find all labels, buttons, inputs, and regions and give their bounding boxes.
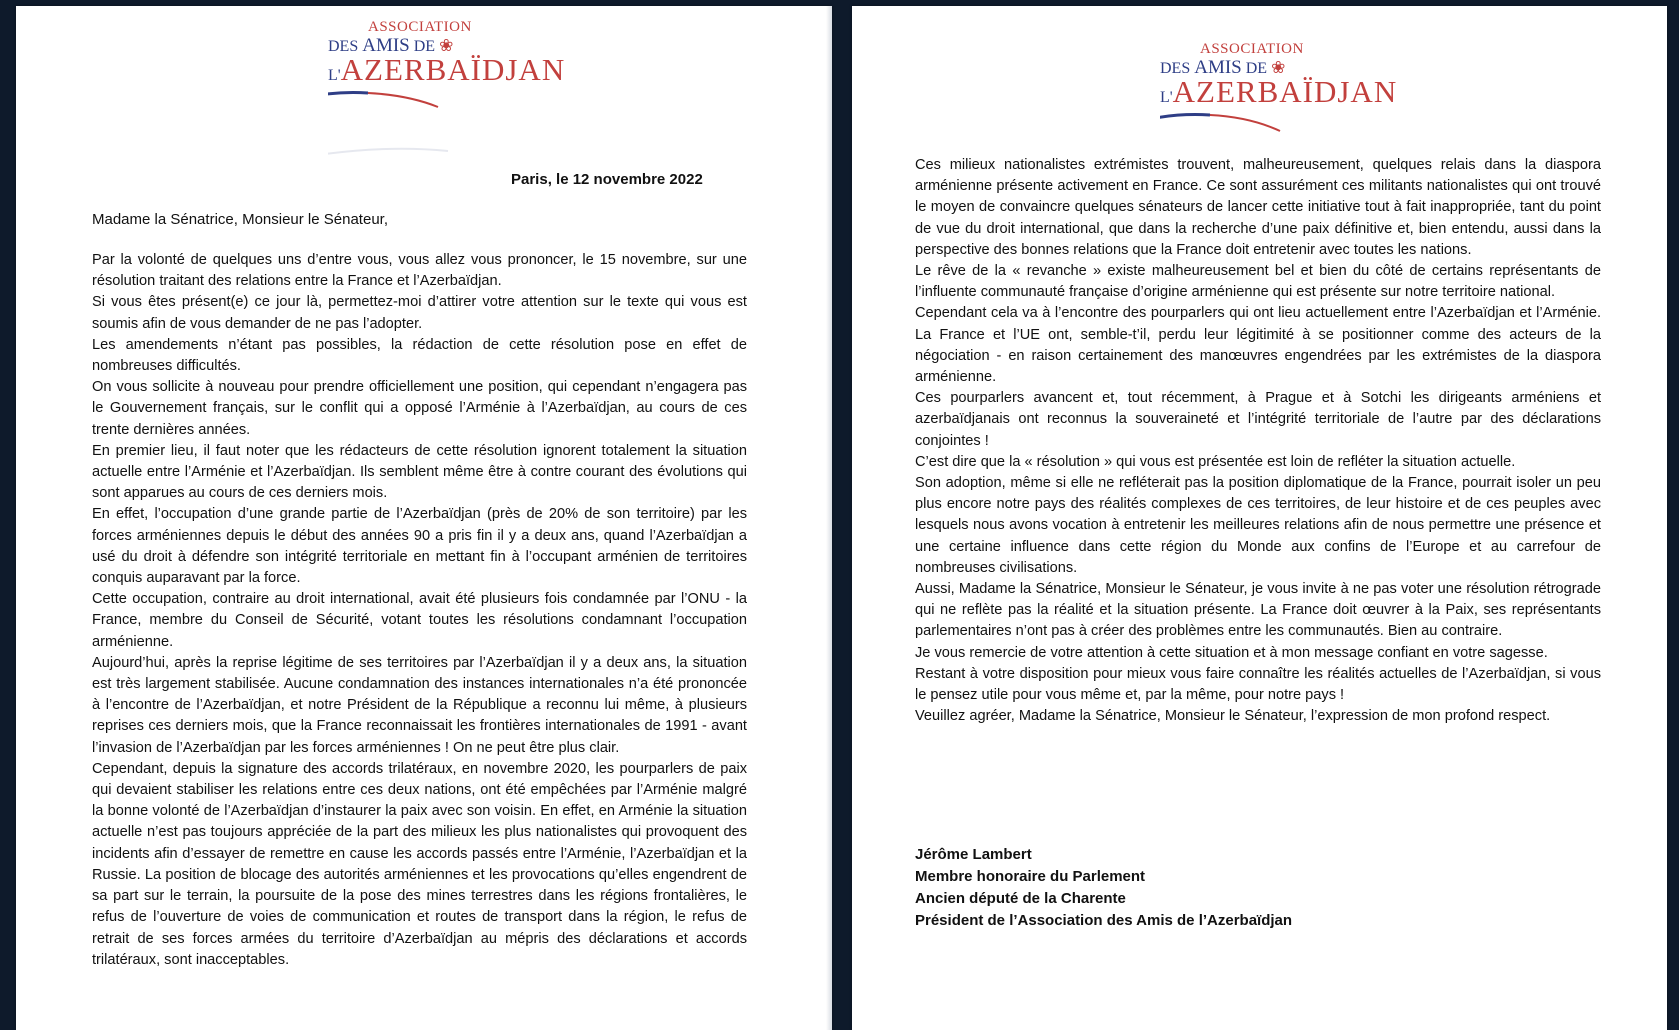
- signer-name: Jérôme Lambert: [915, 846, 1032, 863]
- paragraph: On vous sollicite à nouveau pour prendre officiellement une position, qui cependant n’engagera pas le Gouvernement français, sur le conflit qui a opposé l’Arménie à l’Azerbaïdjan, au cours de ces trente dernières années.: [92, 379, 747, 438]
- paragraph: En premier lieu, il faut noter que les rédacteurs de cette résolution ignorent totalement la situation actuelle entre l’Arménie et l’Azerbaïdjan. Ils semblent même être à contre courant des évolutions qui sont apparues au cours de ces derniers mois.: [92, 442, 747, 502]
- paragraph: Les amendements n’étant pas possibles, la rédaction de cette résolution pose en effet de nombreuses difficultés.: [92, 336, 747, 375]
- paragraph: Aujourd’hui, après la reprise légitime de ses territoires par l’Azerbaïdjan il y a deux ans, la situation est très largement stabilisée. Aucune condamnation des instances internationales n’a été prononcée à l’encontre de l’Azerbaïdjan, et notre Président de la République a reconnu lui même, à plusieurs reprises ces derniers mois, que la France reconnaissait les frontières internationales de 1991 - avant l’invasion de l’Azerbaïdjan par les forces arméniennes ! On ne peut être plus clair.: [92, 654, 747, 756]
- association-logo: [1160, 42, 1397, 147]
- signer-title: Ancien député de la Charente: [915, 890, 1126, 907]
- letter-salutation: Madame la Sénatrice, Monsieur le Sénateur,: [92, 211, 388, 228]
- logo-line-amis: DES AMIS DE ❀: [328, 35, 454, 56]
- logo-swoosh-icon: [328, 85, 558, 165]
- logo-line-azerbaidjan: L'AZERBAÏDJAN: [1160, 74, 1398, 109]
- signer-title: Membre honoraire du Parlement: [915, 868, 1146, 885]
- paragraph: Son adoption, même si elle ne refléterait pas la position diplomatique de la France, pourrait isoler un peu plus encore notre pays des réalités complexes de ces territoires, de leur histoire et de ces peuples avec lesquels nous avons vocation à entretenir les meilleures relations afin de nous permettre une présence et une certaine influence dans cette région du Monde aux confins de l’Europe et au carrefour de nombreuses civilisations.: [915, 475, 1601, 576]
- logo-swoosh-icon: [1160, 107, 1390, 147]
- paragraph: Restant à votre disposition pour mieux vous faire connaître les réalités actuelles de l’Azerbaïdjan, si vous le pensez utile pour vous même et, par la même, pour notre pays !: [915, 665, 1601, 704]
- letter-page-1: [16, 6, 832, 1030]
- paragraph: Ces pourparlers avancent et, tout récemment, à Prague et à Sotchi les dirigeants arméniens et azerbaïdjanais ont reconnus la souveraineté et l’intégrité territoriale de l’autre par des déclarations conjointes !: [915, 390, 1601, 449]
- logo-line-association: ASSOCIATION: [368, 19, 472, 35]
- paragraph: Cependant, depuis la signature des accords trilatéraux, en novembre 2020, les pourparlers de paix qui devaient stabiliser les relations entre ces deux nations, ont été empêchées par l’Arménie malgré la bonne volonté de l’Azerbaïdjan d’instaurer la paix avec son voisin. En effet, en Arménie la situation actuelle n’est pas toujours appréciée de la part des milieux les plus nationalistes qui provoquent des incidents afin d’essayer de remettre en cause les accords passés entre l’Arménie, l’Azerbaïdjan et la Russie. La position de blocage des autorités arméniennes et les provocations qu’elles engendrent de sa part sur le terrain, la poursuite de la pose des mines terrestres dans les régions frontalières, le refus de l’ouverture de voies de communication et routes de transport dans la région, le refus de retrait de ses forces armées du territoire d’Azerbaïdjan au mépris des déclarations et accords trilatéraux, sont inacceptables.: [92, 760, 747, 968]
- paragraph: Ces milieux nationalistes extrémistes trouvent, malheureusement, quelques relais dans la diaspora arménienne présente activement en France. Ce sont assurément ces militants nationalistes qui ont trouvé le moyen de convaincre quelques sénateurs de lancer cette initiative tout à fait inappropriée, tant du point de vue du droit international, que dans la recherche d’une paix définitive et, bien entendu, aussi dans la perspective des bonnes relations que la France doit entretenir avec toutes les nations.: [915, 157, 1601, 258]
- letter-body-page-1: [92, 250, 747, 971]
- paragraph: Le rêve de la « revanche » existe malheureusement bel et bien du côté de certains représentants de l’influente communauté française d’origine arménienne qui est présente sur notre territoire national.: [915, 263, 1601, 301]
- letter-body-page-2: [915, 155, 1601, 727]
- paragraph: Aussi, Madame la Sénatrice, Monsieur le Sénateur, je vous invite à ne pas voter une résolution rétrograde qui ne reflète pas la réalité et la situation présente. La France doit œuvrer à la Paix, ses représentants parlementaires n’ont pas à créer des problèmes entre les communautés. Bien au contraire.: [915, 581, 1601, 640]
- paragraph: En effet, l’occupation d’une grande partie de l’Azerbaïdjan (près de 20% de son territoire) par les forces arméniennes depuis le début des années 90 a pris fin il y a deux ans, quand l’Azerbaïdjan a usé du droit à défendre son intégrité territoriale en mettant fin à l’occupant arménien de territoires conquis auparavant par la force.: [92, 506, 747, 587]
- flower-icon: ❀: [1271, 58, 1286, 77]
- flower-icon: ❀: [439, 36, 454, 55]
- paragraph: C’est dire que la « résolution » qui vous est présentée est loin de refléter la situation actuelle.: [915, 453, 1516, 470]
- letter-date: Paris, le 12 novembre 2022: [511, 171, 703, 188]
- signature-block: [915, 844, 1292, 932]
- paragraph: Par la volonté de quelques uns d’entre vous, vous allez vous prononcer, le 15 novembre, sur une résolution traitant des relations entre la France et l’Azerbaïdjan.: [92, 252, 747, 290]
- letter-page-2: [852, 6, 1667, 1030]
- paragraph: Cependant cela va à l’encontre des pourparlers qui ont lieu actuellement entre l’Azerbaïdjan et l’Arménie. La France et l’UE ont, semble-t’il, perdu leur légitimité à se positionner comme des acteurs de la négociation - en raison certainement des manœuvres engendrées par les extrémistes de la diaspora arménienne.: [915, 305, 1601, 386]
- paragraph: Cette occupation, contraire au droit international, avait été plusieurs fois condamnée par l’ONU - la France, membre du Conseil de Sécurité, votant toutes les résolutions condamnant l’occupation arménienne.: [92, 591, 747, 650]
- paragraph: Si vous êtes présent(e) ce jour là, permettez-moi d’attirer votre attention sur le texte qui vous est soumis afin de vous demander de ne pas l’adopter.: [92, 294, 747, 332]
- logo-line-azerbaidjan: L'AZERBAÏDJAN: [328, 52, 566, 87]
- paragraph: Je vous remercie de votre attention à cette situation et à mon message confiant en votre sagesse.: [915, 644, 1548, 661]
- paragraph: Veuillez agréer, Madame la Sénatrice, Monsieur le Sénateur, l’expression de mon profond respect.: [915, 708, 1551, 725]
- association-logo: [328, 20, 565, 165]
- logo-line-association: ASSOCIATION: [1200, 41, 1304, 57]
- signer-title: Président de l’Association des Amis de l’Azerbaïdjan: [915, 912, 1293, 929]
- logo-line-amis: DES AMIS DE ❀: [1160, 57, 1286, 78]
